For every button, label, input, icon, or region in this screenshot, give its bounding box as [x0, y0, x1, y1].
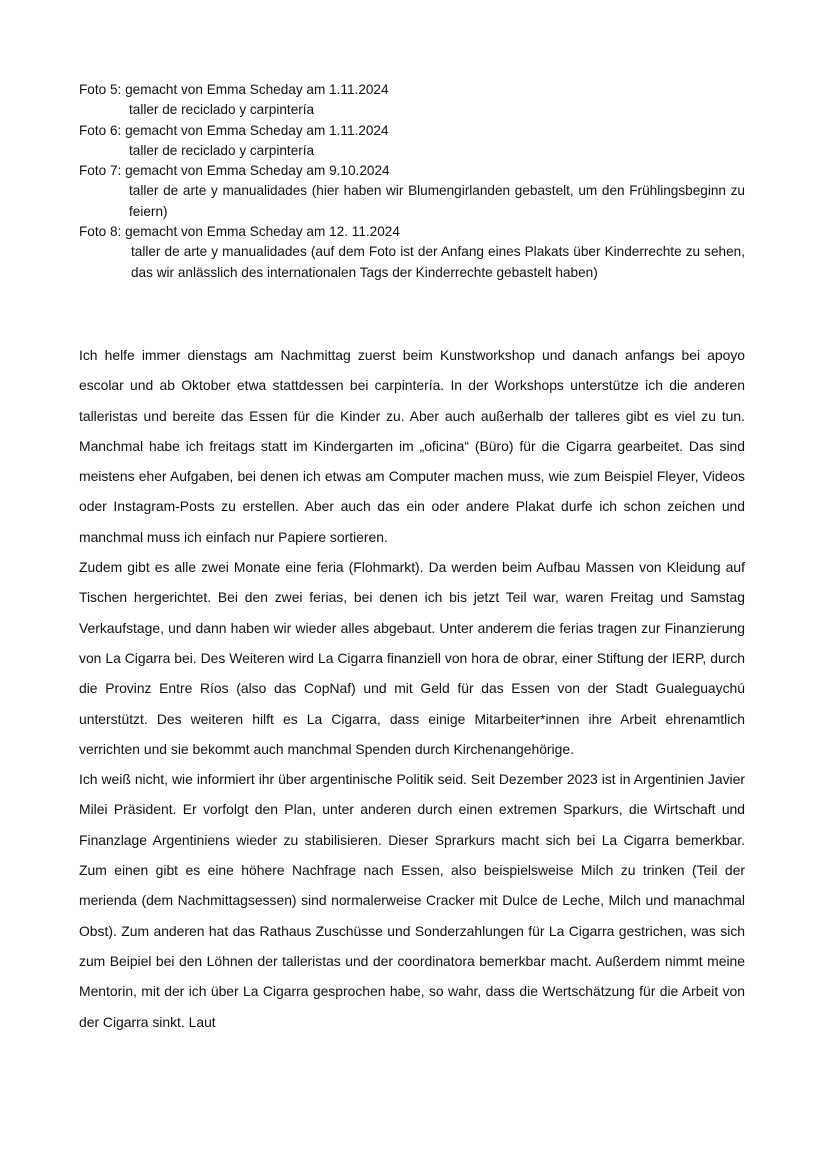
photo-caption-description: taller de reciclado y carpintería — [129, 102, 315, 118]
photo-caption-title: Foto 5: gemacht von Emma Scheday am 1.11.2024 — [79, 82, 389, 97]
photo-caption — [79, 80, 745, 121]
paragraph: Ich weiß nicht, wie informiert ihr über argentinische Politik seid. Seit Dezember 2023 ist in Argentinien Javier Milei Präsident. Er vorfolgt den Plan, unter anderen durch einen extremen Sparkurs, die Wirtschaft und Finanzlage Argentiniens wieder zu stabilisieren. Dieser Sprarkurs macht sich bei La Cigarra bemerkbar. Zum einen gibt es eine höhere Nachfrage nach Essen, also beispielsweise Milch zu trinken (Teil der merienda (dem Nachmittagsessen) sind normalerweise Cracker mit Dulce de Leche, Milch und manachmal Obst). Zum anderen hat das Rathaus Zuschüsse und Sonderzahlungen für La Cigarra gestrichen, was sich zum Beipiel bei den Löhnen der talleristas und der coordinatora bemerkbar macht. Außerdem nimmt meine Mentorin, mit der ich über La Cigarra gesprochen habe, so wahr, dass die Wertschätzung für die Arbeit von der Cigarra sinkt. Laut — [79, 771, 745, 1030]
body-text — [79, 340, 745, 1037]
paragraph: Zudem gibt es alle zwei Monate eine feria (Flohmarkt). Da werden beim Aufbau Massen von Kleidung auf Tischen hergerichtet. Bei den zwei ferias, bei denen ich bis jetzt Teil war, waren Freitag und Samstag Verkaufstage, und dann haben wir wieder alles abgebaut. Unter anderem die ferias tragen zur Finanzierung von La Cigarra bei. Des Weiteren wird La Cigarra finanziell von hora de obrar, einer Stiftung der IERP, durch die Provinz Entre Ríos (also das CopNaf) und mit Geld für das Essen von der Stadt Gualeguaychú unterstützt. Des weiteren hilft es La Cigarra, dass einige Mitarbeiter*innen ihre Arbeit ehrenamtlich verrichten und sie bekommt auch manchmal Spenden durch Kirchenangehörige. — [79, 559, 745, 757]
paragraph: Ich helfe immer dienstags am Nachmittag zuerst beim Kunstworkshop und danach anfangs bei apoyo escolar und ab Oktober etwa stattdessen bei carpintería. In der Workshops unterstütze ich die anderen talleristas und bereite das Essen für die Kinder zu. Aber auch außerhalb der talleres gibt es viel zu tun. Manchmal habe ich freitags statt im Kindergarten im „oficina“ (Büro) für die Cigarra gearbeitet. Das sind meistens eher Aufgaben, bei denen ich etwas am Computer machen muss, wie zum Beispiel Fleyer, Videos oder Instagram-Posts zu erstellen. Aber auch das ein oder andere Plakat durfe ich schon zeichen und manchmal muss ich einfach nur Papiere sortieren. — [79, 347, 745, 545]
photo-caption-description: taller de arte y manualidades (auf dem Foto ist der Anfang eines Plakats über Kinderrechte zu sehen, das wir anlässlich des internationalen Tags der Kinderrechte gebastelt haben) — [131, 244, 745, 280]
photo-caption-description: taller de reciclado y carpintería — [129, 142, 315, 158]
photo-caption — [79, 121, 745, 162]
photo-caption — [79, 161, 745, 222]
photo-caption-description: taller de arte y manualidades (hier haben wir Blumengirlanden gebastelt, um den Frühlingsbeginn zu feiern) — [129, 183, 745, 219]
photo-caption — [79, 222, 745, 283]
photo-caption-title: Foto 8: gemacht von Emma Scheday am 12. 11.2024 — [79, 224, 400, 240]
photo-caption-title: Foto 6: gemacht von Emma Scheday am 1.11.2024 — [79, 122, 389, 138]
photo-caption-title: Foto 7: gemacht von Emma Scheday am 9.10.2024 — [79, 163, 390, 179]
photo-captions — [79, 80, 745, 283]
